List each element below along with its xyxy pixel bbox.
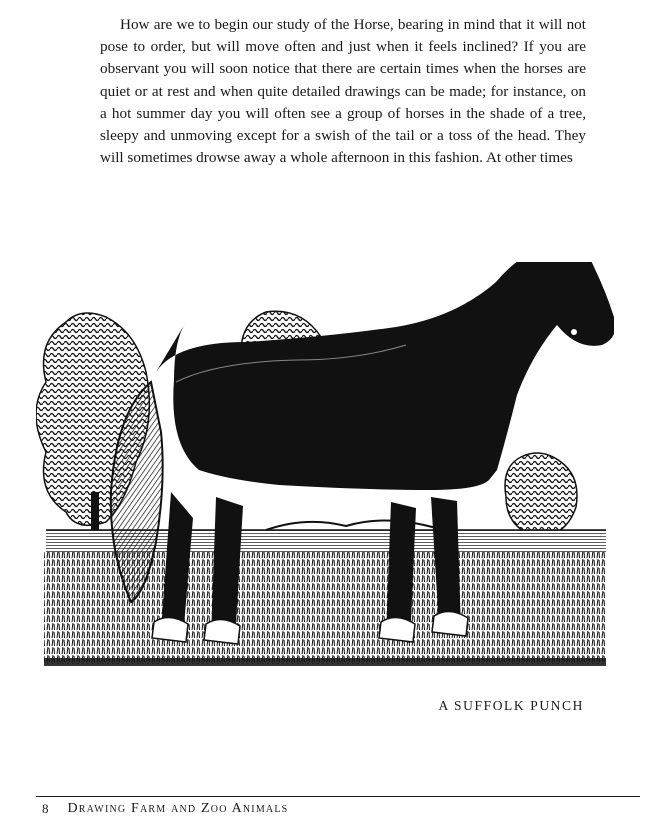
footer-rule: [36, 796, 640, 797]
book-title: Drawing Farm and Zoo Animals: [67, 801, 289, 816]
figure-caption: A SUFFOLK PUNCH: [438, 698, 584, 713]
page-number: 8: [42, 801, 50, 816]
suffolk-punch-illustration: [36, 262, 614, 678]
body-paragraph: How are we to begin our study of the Horse, bearing in mind that it will not pose to order, but will move often and just when it feels inclined? If you are observant you will soon notice that there are certain times when the horses are quiet or at rest and when quite detailed drawings can be made; for instance, on a hot summer day you will often see a group of horses in the shade of a tree, sleepy and unmoving except for a swish of the tail or a toss of the head. They will sometimes drowse away a whole afternoon in this fashion. At other times: [100, 16, 586, 167]
page-footer: [42, 801, 288, 817]
